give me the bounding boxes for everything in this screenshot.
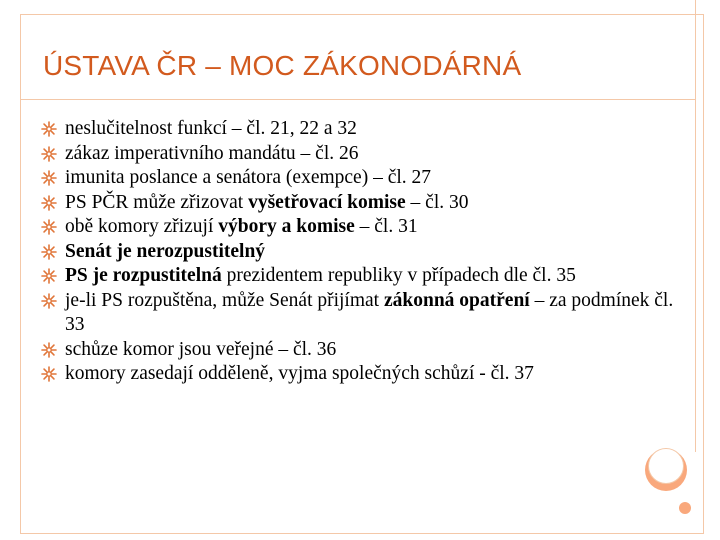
list-item-text bbox=[65, 216, 418, 237]
text-run: – čl. 31 bbox=[354, 216, 418, 237]
text-run: je-li PS rozpuštěna, může Senát přijímat bbox=[65, 289, 384, 311]
list-item bbox=[40, 117, 680, 142]
sunburst-bullet-icon bbox=[41, 170, 57, 186]
decorative-vertical-line bbox=[695, 0, 696, 452]
sunburst-bullet-icon bbox=[41, 342, 57, 358]
list-item bbox=[40, 362, 680, 387]
emphasis-text: Senát je nerozpustitelný bbox=[65, 240, 266, 262]
emphasis-text: PS je rozpustitelná bbox=[65, 265, 222, 286]
sunburst-bullet-icon bbox=[41, 146, 57, 162]
list-item-text bbox=[65, 363, 534, 384]
list-item-text bbox=[65, 265, 576, 286]
sunburst-bullet-icon bbox=[41, 121, 57, 137]
list-item bbox=[40, 191, 680, 216]
slide-title: ÚSTAVA ČR – MOC ZÁKONODÁRNÁ bbox=[43, 50, 522, 81]
text-run: obě komory zřizují bbox=[65, 216, 219, 237]
list-item-text bbox=[65, 167, 431, 188]
sunburst-bullet-icon bbox=[41, 244, 57, 260]
list-item bbox=[40, 264, 680, 289]
list-item-text bbox=[65, 241, 265, 262]
sunburst-bullet-icon bbox=[41, 195, 57, 211]
list-item-text bbox=[65, 118, 357, 139]
text-run: PS PČR může zřizovat bbox=[65, 191, 249, 213]
list-item-text bbox=[65, 339, 336, 360]
decorative-circle-outline bbox=[648, 448, 684, 484]
list-item-text bbox=[65, 192, 469, 213]
text-run: komory zasedají odděleně, vyjma společných schůzí - čl. 37 bbox=[65, 363, 534, 384]
list-item bbox=[40, 338, 680, 363]
list-item bbox=[40, 215, 680, 240]
list-item-text bbox=[65, 290, 673, 336]
text-run: prezidentem republiky v případech dle čl. 35 bbox=[221, 265, 576, 286]
text-run: schůze komor jsou veřejné – čl. 36 bbox=[65, 338, 337, 360]
list-item bbox=[40, 289, 680, 338]
emphasis-text: zákonná opatření bbox=[383, 289, 530, 311]
list-item bbox=[40, 240, 680, 265]
sunburst-bullet-icon bbox=[41, 366, 57, 382]
text-run: – čl. 30 bbox=[405, 191, 469, 213]
decorative-circle-small bbox=[679, 502, 691, 514]
list-item bbox=[40, 142, 680, 167]
list-item bbox=[40, 166, 680, 191]
title-divider bbox=[20, 99, 695, 100]
bullet-list bbox=[40, 117, 680, 387]
text-run: zákaz imperativního mandátu – čl. 26 bbox=[65, 142, 359, 164]
list-item-text bbox=[65, 143, 358, 164]
text-run: neslučitelnost funkcí – čl. 21, 22 a 32 bbox=[65, 118, 357, 139]
emphasis-text: výbory a komise bbox=[218, 216, 355, 237]
text-run: – za podmínek čl. 33 bbox=[65, 289, 674, 335]
emphasis-text: vyšetřovací komise bbox=[248, 191, 406, 213]
text-run: imunita poslance a senátora (exempce) – čl. 27 bbox=[65, 167, 432, 188]
sunburst-bullet-icon bbox=[41, 219, 57, 235]
sunburst-bullet-icon bbox=[41, 268, 57, 284]
sunburst-bullet-icon bbox=[41, 293, 57, 309]
